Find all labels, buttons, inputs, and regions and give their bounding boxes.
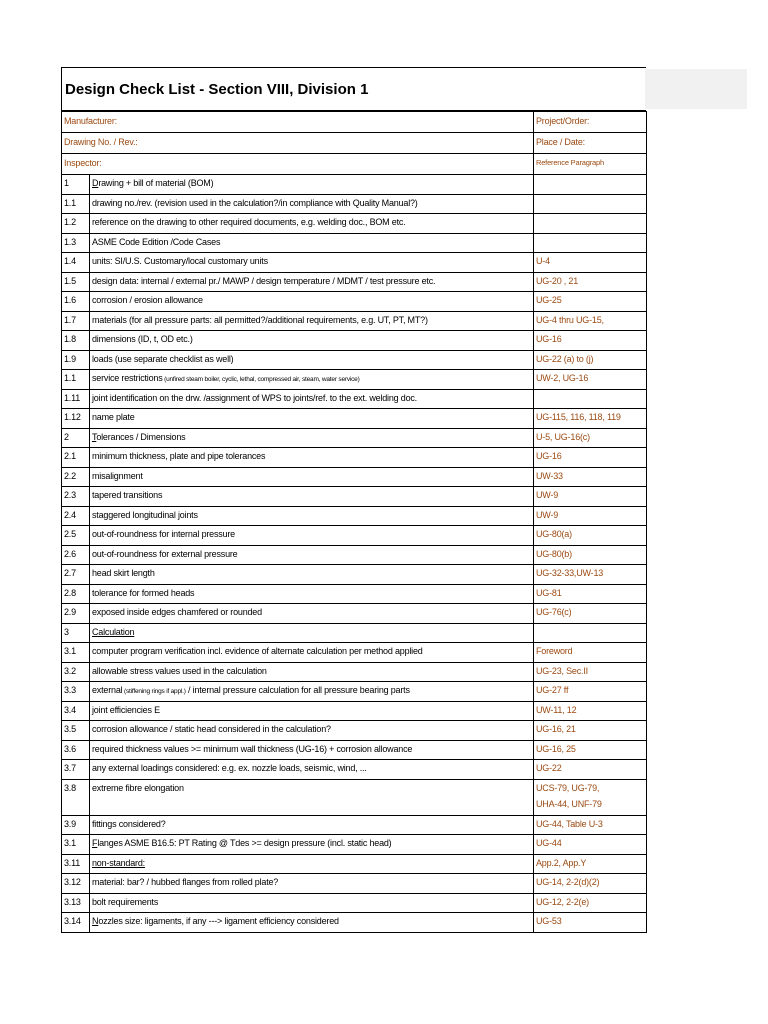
checklist-sheet (61, 67, 646, 933)
reference-text: App.2, App.Y (536, 857, 587, 868)
item-description (90, 623, 534, 643)
item-number: 3.12 (62, 874, 90, 894)
item-text-small: (unfired steam boiler, cyclic, lethal, compressed air, steam, water service) (162, 376, 360, 383)
reference-text: UG-20 , 21 (536, 275, 579, 286)
checklist-row (62, 311, 647, 331)
checklist-row (62, 448, 647, 468)
item-number: 3.5 (62, 721, 90, 741)
checklist-row (62, 662, 647, 682)
reference-paragraph (534, 854, 647, 874)
reference-paragraph (534, 233, 647, 253)
item-number: 3 (62, 623, 90, 643)
reference-paragraph (534, 175, 647, 195)
item-description (90, 893, 534, 913)
reference-text: UG-22 (a) to (j) (536, 353, 594, 364)
checklist-row (62, 721, 647, 741)
checklist-row (62, 350, 647, 370)
item-description (90, 565, 534, 585)
item-initial: F (92, 838, 98, 848)
item-text: ASME Code Edition /Code Cases (92, 236, 221, 247)
reference-paragraph (534, 292, 647, 312)
checklist-row (62, 526, 647, 546)
checklist-row (62, 331, 647, 351)
checklist-row (62, 740, 647, 760)
item-description (90, 292, 534, 312)
reference-text: UW-11, 12 (536, 704, 577, 715)
reference-text: UG-22 (536, 763, 562, 773)
item-number: 2.1 (62, 448, 90, 468)
checklist-row (62, 565, 647, 585)
item-number: 1.9 (62, 350, 90, 370)
reference-text: UG-25 (536, 295, 562, 305)
item-text: materials (for all pressure parts: all permitted?/additional requirements, e.g. UT, PT, MT?) (92, 314, 428, 325)
reference-paragraph (534, 487, 647, 507)
checklist-row (62, 487, 647, 507)
checklist-row (62, 389, 647, 409)
item-number: 1.12 (62, 409, 90, 429)
item-description (90, 721, 534, 741)
reference-text: UG-44, Table U-3 (536, 818, 603, 829)
item-number: 1.6 (62, 292, 90, 312)
item-number: 3.14 (62, 913, 90, 933)
item-description (90, 604, 534, 624)
item-text-underlined: Calculation (92, 626, 135, 637)
place-date-label: Place / Date: (534, 133, 647, 154)
item-description (90, 584, 534, 604)
item-text: tolerance for formed heads (92, 587, 195, 598)
reference-text: UG-76(c) (536, 607, 572, 617)
page-title: Design Check List - Section VIII, Division 1 (65, 80, 369, 98)
item-text: head skirt length (92, 568, 155, 578)
checklist-row (62, 874, 647, 894)
item-text: reference on the drawing to other required documents, e.g. welding doc., BOM etc. (92, 217, 406, 227)
item-description (90, 913, 534, 933)
item-text: langes ASME B16.5: PT Rating @ Tdes >= design pressure (incl. static head) (97, 838, 392, 848)
reference-paragraph (534, 467, 647, 487)
reference-text: UW-2, UG-16 (536, 373, 589, 383)
item-number: 3.9 (62, 815, 90, 835)
reference-paragraph (534, 214, 647, 234)
reference-paragraph (534, 623, 647, 643)
item-description (90, 233, 534, 253)
item-description (90, 409, 534, 429)
item-description (90, 175, 534, 195)
grey-band (645, 69, 747, 109)
item-number: 2 (62, 428, 90, 448)
item-number: 1.1 (62, 370, 90, 390)
checklist-row (62, 682, 647, 702)
item-description (90, 526, 534, 546)
reference-paragraph (534, 721, 647, 741)
item-number: 3.4 (62, 701, 90, 721)
drawing-rev-label: Drawing No. / Rev.: (62, 133, 534, 154)
item-number: 3.6 (62, 740, 90, 760)
item-number: 3.1 (62, 643, 90, 663)
item-text: allowable stress values used in the calculation (92, 665, 267, 676)
reference-paragraph (534, 370, 647, 390)
checklist-row (62, 854, 647, 874)
item-number: 1.8 (62, 331, 90, 351)
reference-paragraph (534, 584, 647, 604)
item-text: design data: internal / external pr./ MAWP / design temperature / MDMT / test pressure etc. (92, 275, 436, 286)
reference-text: UG-80(a) (536, 529, 572, 539)
reference-paragraph (534, 194, 647, 214)
item-number: 1.4 (62, 253, 90, 273)
item-number: 2.7 (62, 565, 90, 585)
checklist-row (62, 214, 647, 234)
item-description (90, 760, 534, 780)
item-description (90, 253, 534, 273)
item-description (90, 389, 534, 409)
item-description (90, 643, 534, 663)
reference-text: UW-9 (536, 509, 559, 520)
item-text: rawing + bill of material (BOM) (98, 178, 214, 188)
item-text-after: / internal pressure calculation for all pressure bearing parts (185, 685, 410, 695)
item-number: 3.11 (62, 854, 90, 874)
item-description (90, 545, 534, 565)
header-row-manufacturer (62, 112, 647, 133)
reference-text: UG-115, 116, 118, 119 (536, 412, 621, 422)
item-description (90, 448, 534, 468)
item-text: service restrictions (92, 373, 163, 383)
item-initial: N (92, 916, 99, 926)
checklist-row (62, 815, 647, 835)
checklist-table (61, 111, 647, 933)
reference-text: U-5, UG-16(c) (536, 431, 590, 442)
item-number: 2.9 (62, 604, 90, 624)
reference-text-2: UHA-44, UNF-79 (536, 798, 602, 809)
item-description (90, 331, 534, 351)
reference-text: UW-9 (536, 490, 559, 500)
item-number: 3.8 (62, 779, 90, 815)
checklist-row (62, 506, 647, 526)
reference-paragraph (534, 331, 647, 351)
item-text: out-of-roundness for internal pressure (92, 529, 235, 539)
reference-text: UG-81 (536, 587, 562, 598)
checklist-row (62, 253, 647, 273)
reference-paragraph (534, 682, 647, 702)
item-text: olerances / Dimensions (96, 431, 186, 442)
item-text: any external loadings considered: e.g. ex. nozzle loads, seismic, wind, ... (92, 763, 367, 773)
item-description (90, 487, 534, 507)
reference-paragraph (534, 779, 647, 815)
reference-paragraph (534, 740, 647, 760)
item-number: 3.13 (62, 893, 90, 913)
item-text: fittings considered? (92, 818, 166, 829)
item-number: 2.2 (62, 467, 90, 487)
reference-paragraph (534, 428, 647, 448)
item-text: external (92, 685, 123, 695)
item-description (90, 311, 534, 331)
reference-paragraph (534, 604, 647, 624)
reference-paragraph (534, 760, 647, 780)
reference-paragraph (534, 913, 647, 933)
item-number: 2.8 (62, 584, 90, 604)
reference-text: UG-16, 21 (536, 724, 576, 734)
item-text: tapered transitions (92, 490, 163, 500)
reference-paragraph (534, 893, 647, 913)
item-number: 1.7 (62, 311, 90, 331)
manufacturer-label: Manufacturer: (62, 112, 534, 133)
reference-text: UCS-79, UG-79, (536, 782, 600, 793)
item-number: 3.3 (62, 682, 90, 702)
item-description (90, 350, 534, 370)
item-text: drawing no./rev. (revision used in the calculation?/in compliance with Quality Manual?) (92, 197, 418, 208)
reference-text: Foreword (536, 646, 573, 656)
reference-text: UG-16 (536, 334, 562, 344)
reference-paragraph (534, 448, 647, 468)
reference-text: UW-33 (536, 470, 563, 481)
reference-text: UG-53 (536, 916, 562, 926)
reference-paragraph (534, 526, 647, 546)
reference-paragraph (534, 311, 647, 331)
title-row (61, 67, 646, 111)
reference-paragraph (534, 701, 647, 721)
checklist-row (62, 175, 647, 195)
reference-text: UG-80(b) (536, 548, 572, 559)
item-description (90, 467, 534, 487)
checklist-row (62, 623, 647, 643)
checklist-row (62, 643, 647, 663)
reference-paragraph-label: Reference Paragraph (534, 154, 647, 175)
item-description (90, 701, 534, 721)
item-initial: D (92, 178, 99, 188)
item-text: ozzles size: ligaments, if any ---> ligament efficiency considered (98, 916, 339, 926)
item-description (90, 854, 534, 874)
reference-paragraph (534, 662, 647, 682)
checklist-row (62, 194, 647, 214)
checklist-row (62, 701, 647, 721)
reference-text: UG-23, Sec.II (536, 665, 588, 676)
checklist-row (62, 913, 647, 933)
item-text: bolt requirements (92, 896, 159, 907)
item-number: 2.4 (62, 506, 90, 526)
item-number: 1.1 (62, 194, 90, 214)
reference-paragraph (534, 835, 647, 855)
reference-paragraph (534, 506, 647, 526)
checklist-row (62, 604, 647, 624)
item-number: 3.2 (62, 662, 90, 682)
reference-text: UG-16 (536, 451, 562, 461)
checklist-row (62, 760, 647, 780)
project-order-label: Project/Order: (534, 112, 647, 133)
reference-text: UG-16, 25 (536, 743, 576, 754)
item-text: exposed inside edges chamfered or rounded (92, 607, 262, 617)
reference-paragraph (534, 389, 647, 409)
item-number: 1.5 (62, 272, 90, 292)
item-description (90, 815, 534, 835)
item-text: misalignment (92, 470, 143, 481)
reference-paragraph (534, 874, 647, 894)
item-text-small: (stiffening rings if appl.) (122, 688, 186, 695)
checklist-row (62, 835, 647, 855)
reference-text: UG-32-33,UW-13 (536, 568, 604, 578)
item-text: minimum thickness, plate and pipe tolerances (92, 451, 266, 461)
item-text: computer program verification incl. evidence of alternate calculation per method applied (92, 646, 423, 656)
item-text: joint identification on the drw. /assignment of WPS to joints/ref. to the ext. welding doc. (92, 392, 417, 403)
item-description (90, 874, 534, 894)
reference-paragraph (534, 253, 647, 273)
checklist-row (62, 233, 647, 253)
item-text: material: bar? / hubbed flanges from rolled plate? (92, 877, 279, 887)
item-text: name plate (92, 412, 135, 422)
item-description (90, 662, 534, 682)
item-description (90, 272, 534, 292)
item-number: 1.3 (62, 233, 90, 253)
item-description (90, 506, 534, 526)
item-text: staggered longitudinal joints (92, 509, 198, 520)
item-number: 2.3 (62, 487, 90, 507)
reference-text: UG-12, 2-2(e) (536, 896, 589, 907)
item-initial: T (92, 431, 97, 442)
checklist-row (62, 292, 647, 312)
item-text: extreme fibre elongation (92, 782, 184, 793)
item-description (90, 370, 534, 390)
reference-paragraph (534, 815, 647, 835)
inspector-label: Inspector: (62, 154, 534, 175)
item-text: required thickness values >= minimum wall thickness (UG-16) + corrosion allowance (92, 743, 413, 754)
reference-text: UG-27 ff (536, 685, 569, 695)
reference-paragraph (534, 350, 647, 370)
item-number: 2.5 (62, 526, 90, 546)
reference-text: UG-44 (536, 838, 562, 848)
item-text: loads (use separate checklist as well) (92, 353, 234, 364)
item-number: 1 (62, 175, 90, 195)
checklist-row (62, 272, 647, 292)
item-description (90, 194, 534, 214)
item-text: out-of-roundness for external pressure (92, 548, 238, 559)
item-description (90, 428, 534, 448)
item-description (90, 779, 534, 815)
item-description (90, 214, 534, 234)
item-description (90, 682, 534, 702)
checklist-row (62, 779, 647, 815)
item-text: dimensions (ID, t, OD etc.) (92, 334, 193, 344)
reference-text: U-4 (536, 256, 550, 266)
item-number: 1.11 (62, 389, 90, 409)
item-number: 1.2 (62, 214, 90, 234)
reference-text: UG-14, 2-2(d)(2) (536, 877, 600, 887)
reference-text: UG-4 thru UG-15, (536, 314, 604, 325)
reference-paragraph (534, 565, 647, 585)
reference-paragraph (534, 272, 647, 292)
item-text: joint efficiencies E (92, 704, 160, 715)
header-row-drawing (62, 133, 647, 154)
checklist-row (62, 409, 647, 429)
item-number: 3.7 (62, 760, 90, 780)
item-description (90, 740, 534, 760)
item-number: 2.6 (62, 545, 90, 565)
item-text: corrosion / erosion allowance (92, 295, 203, 305)
item-text: corrosion allowance / static head considered in the calculation? (92, 724, 331, 734)
reference-paragraph (534, 545, 647, 565)
reference-paragraph (534, 409, 647, 429)
checklist-row (62, 467, 647, 487)
reference-paragraph (534, 643, 647, 663)
checklist-row (62, 893, 647, 913)
checklist-row (62, 545, 647, 565)
item-description (90, 835, 534, 855)
item-text: units: SI/U.S. Customary/local customary units (92, 256, 268, 266)
checklist-row (62, 370, 647, 390)
checklist-row (62, 584, 647, 604)
item-number: 3.1 (62, 835, 90, 855)
checklist-row (62, 428, 647, 448)
header-row-inspector (62, 154, 647, 175)
item-text-underlined: non-standard: (92, 857, 145, 868)
